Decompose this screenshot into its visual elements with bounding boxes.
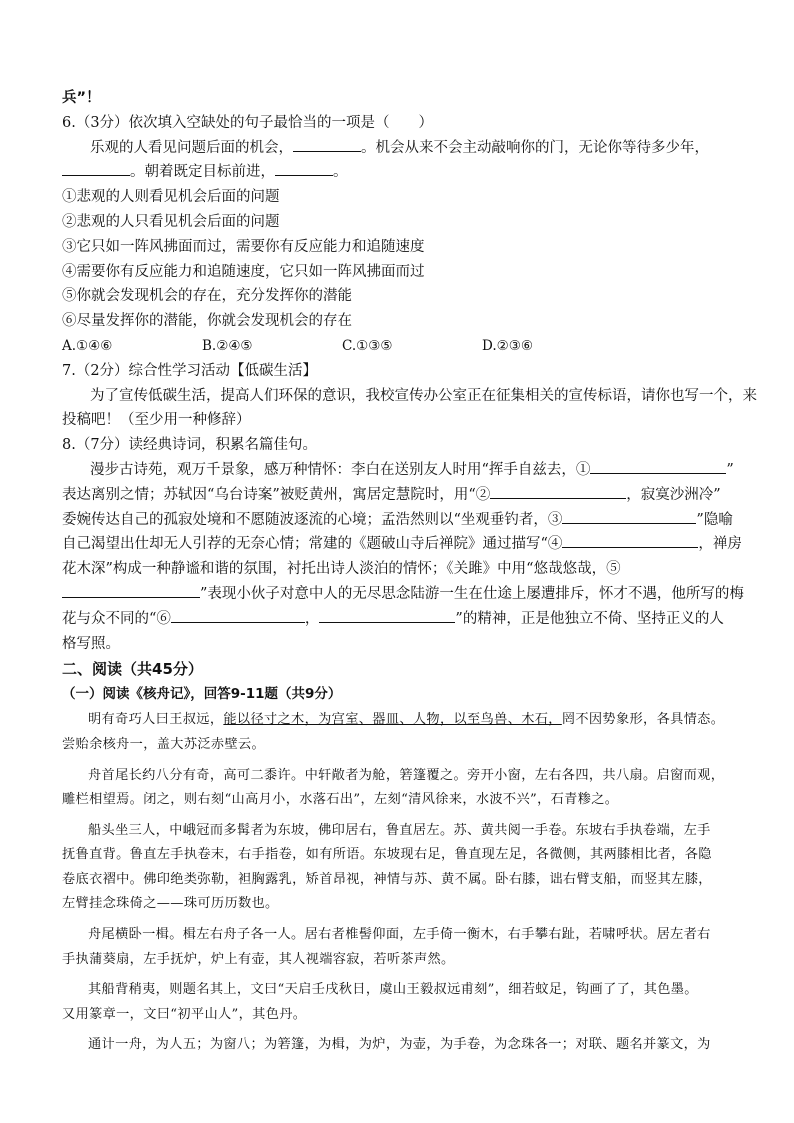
q6-blank-1 [293,137,361,152]
q8-line-1 [62,458,738,483]
q6-text: 。朝着既定目标前进， [130,164,275,181]
classical-text-line: 舟首尾长约八分有奇，高可二黍许。中轩敞者为舱，箬篷覆之。旁开小窗，左右各四，共八扇。启窗而观， [88,767,725,783]
q8-blank-5 [62,583,200,598]
subsection-heading: （一）阅读《核舟记》，回答9-11题（共9分） [62,686,342,703]
q8-line-2 [62,483,738,508]
classical-text-line: 卷底衣褶中。佛印绝类弥勒，袒胸露乳，矫首昂视，神情与苏、黄不属。卧右膝，诎右臂支船，而竖其左膝， [62,871,712,887]
q8-text: 自己渴望出仕却无人引荐的无奈心情；常建的《题破山寺后禅院》通过描写“④ [62,536,563,553]
classical-text-line: 其船背稍夷，则题名其上，文曰“天启壬戌秋日，虞山王毅叔远甫刻”，细若蚊足，钩画了了，其色墨。 [88,982,698,998]
q8-text: 表达离别之情；苏轼因“乌台诗案”被贬黄州，寓居定慧院时，用“② [62,486,491,503]
q6-option-a: A.①④⑥ [62,337,113,354]
classical-text-line: 尝贻余核舟一，盖大苏泛赤壁云。 [62,736,266,752]
text-span: 罔不因势象形，各具情态。 [561,712,725,728]
q8-text: 花与众不同的“⑥ [62,610,171,627]
q8-blank-6a [171,608,305,623]
q8-line-7 [62,607,738,632]
classical-text-line: 又用篆章一，文曰“初平山人”，其色丹。 [62,1006,307,1022]
q7-text-line-1: 为了宣传低碳生活，提高人们环保的意识，我校宣传办公室正在征集相关的宣传标语，请你也写一个，来 [90,387,757,404]
q8-blank-6b [319,608,455,623]
q6-item: ③它只如一阵风拂面而过，需要你有反应能力和追随速度 [62,238,425,255]
q8-line-8: 格写照。 [62,635,120,652]
text-span: 明有奇巧人曰王叔远， [88,712,224,728]
q8-blank-1 [590,459,726,474]
classical-text-line: 左臂挂念珠倚之——珠可历历数也。 [62,896,279,912]
q6-item: ④需要你有反应能力和追随速度，它只如一阵风拂面而过 [62,263,425,280]
q8-text: ” [726,461,734,478]
q6-option-b: B.②④⑤ [202,337,253,354]
q8-text: 委婉传达自己的孤寂处境和不愿随波逐流的心境；孟浩然则以“坐观垂钓者，③ [62,511,563,528]
classical-text-line: 船头坐三人，中峨冠而多髯者为东坡，佛印居右，鲁直居左。苏、黄共阅一手卷。东坡右手执卷端，左手 [88,822,711,838]
q6-text: 乐观的人看见问题后面的机会， [90,139,293,156]
classical-text-line: 通计一舟，为人五；为窗八；为箬篷，为楫，为炉，为壶，为手卷，为念珠各一；对联、题名并篆文，为 [88,1037,711,1053]
q6-blank-2 [62,161,130,176]
q8-text: ”的精神，正是他独立不倚、坚持正义的人 [455,610,724,627]
q6-passage-line-2 [62,160,738,185]
q6-options [62,334,738,359]
q8-text: ，寂寞沙洲冷” [626,486,721,503]
classical-text-line [62,708,738,733]
classical-text-line: 舟尾横卧一楫。楫左右舟子各一人。居右者椎髻仰面，左手倚一衡木，右手攀右趾，若啸呼状。居左者右 [88,927,711,943]
classical-text-line: 手执蒲葵扇，左手抚炉，炉上有壶，其人视端容寂，若听茶声然。 [62,951,455,967]
q8-line-4 [62,532,742,557]
q6-text: 。机会从来不会主动敲响你的门，无论你等待多少年， [361,139,709,156]
document-page [62,86,757,1058]
q8-line-3 [62,508,738,533]
section-heading: 二、阅读（共45分） [62,660,203,679]
prev-question-tail: 兵”！ [62,90,101,106]
q8-line-6 [62,582,744,607]
q8-text: ，禅房 [698,536,742,553]
classical-text-line: 抚鲁直背。鲁直左手执卷末，右手指卷，如有所语。东坡现右足，鲁直现左足，各微侧，其两膝相比者，各隐 [62,847,712,863]
q6-option-d: D.②③⑥ [482,337,533,354]
q7-text-line-2: 投稿吧！（至少用一种修辞） [62,412,251,429]
q6-option-c: C.①③⑤ [342,337,393,354]
q8-text: 漫步古诗苑，观万千景象，感万种情怀：李白在送别友人时用“挥手自兹去，① [90,461,591,478]
q6-blank-3 [275,161,333,176]
q6-item: ①悲观的人则看见机会后面的问题 [62,189,280,206]
q6-stem: 6.（3分）依次填入空缺处的句子最恰当的一项是（ ） [62,114,434,131]
q6-item: ⑥尽量发挥你的潜能，你就会发现机会的存在 [62,313,352,330]
q6-item: ⑤你就会发现机会的存在，充分发挥你的潜能 [62,288,352,305]
q7-stem: 7.（2分）综合性学习活动【低碳生活】 [62,362,318,379]
q8-text: ”隐喻 [696,511,733,528]
q8-blank-2 [490,484,626,499]
q8-text: ”表现小伙子对意中人的无尽思念陆游一生在仕途上屡遭排斥，怀才不遇，他所写的梅 [200,585,744,602]
q8-blank-3 [562,509,696,524]
q6-passage-line-1 [62,136,738,161]
q6-text: 。 [333,164,348,181]
q8-line-5: 花木深”构成一种静谧和谐的氛围，衬托出诗人淡泊的情怀；《关雎》中用“悠哉悠哉，⑤ [62,561,621,578]
q6-item: ②悲观的人只看见机会后面的问题 [62,213,280,230]
classical-text-line: 雕栏相望焉。闭之，则右刻“山高月小，水落石出”，左刻“清风徐来，水波不兴”，石青糁之。 [62,792,619,808]
underlined-sentence: 能以径寸之木，为宫室、器皿、人物，以至鸟兽、木石， [223,712,562,728]
q8-text: ， [304,610,320,627]
q8-stem: 8.（7分）读经典诗词，积累名篇佳句。 [62,437,318,454]
q8-blank-4 [562,533,698,548]
